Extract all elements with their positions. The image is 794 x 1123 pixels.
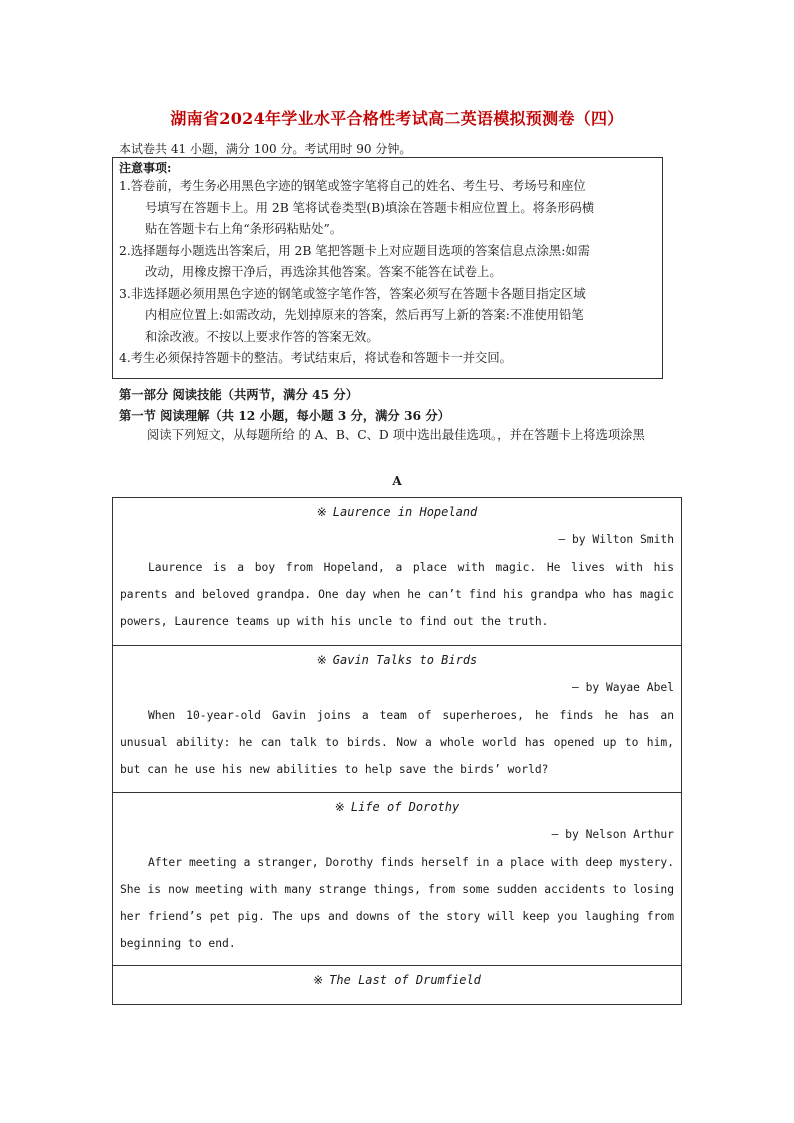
book-table bbox=[112, 497, 682, 1005]
section-heading: 第一节 阅读理解（共 12 小题，每小题 3 分，满分 36 分） bbox=[119, 408, 450, 423]
notice-item-3 bbox=[119, 284, 662, 349]
notice-item-4 bbox=[119, 348, 662, 370]
book-title-text: The Last of Drumfield bbox=[329, 973, 481, 987]
book-title bbox=[120, 647, 674, 674]
part-heading: 第一部分 阅读技能（共两节，满分 45 分） bbox=[119, 387, 359, 402]
notice-line: 号填写在答题卡上。用 2B 笔将试卷类型(B)填涂在答题卡相应位置上。将条形码横 bbox=[145, 200, 595, 215]
notice-box bbox=[112, 157, 663, 379]
book-entry bbox=[113, 498, 681, 646]
reference-mark-icon: ※ bbox=[313, 973, 324, 987]
notice-line: 1.答卷前，考生务必用黑色字迹的钢笔或签字笔将自己的姓名、考生号、考场号和座位 bbox=[119, 179, 586, 193]
book-description: After meeting a stranger, Dorothy finds herself in a place with deep mystery. She is now meeting with many strange things, from some sudden accidents to losing her friend’s pet pig. The ups and downs of the story will keep you laughing from beginning to end. bbox=[120, 855, 674, 951]
reference-mark-icon: ※ bbox=[316, 653, 327, 667]
book-author: — by Wayae Abel bbox=[571, 681, 674, 695]
exam-intro: 本试卷共 41 小题，满分 100 分。考试用时 90 分钟。 bbox=[119, 142, 412, 156]
book-title bbox=[120, 967, 674, 994]
book-author: — by Wilton Smith bbox=[558, 533, 674, 547]
notice-item-1 bbox=[119, 176, 662, 241]
book-title bbox=[120, 794, 674, 821]
book-description: When 10-year-old Gavin joins a team of superheroes, he finds he has an unusual ability: he can talk to birds. Now a whole world has opened up to him, but can he use his new abilities to help save the birds’ world? bbox=[120, 708, 674, 777]
book-description: Laurence is a boy from Hopeland, a place with magic. He lives with his parents and beloved grandpa. One day when he can’t find his grandpa who has magic powers, Laurence teams up with his uncle to find out the truth. bbox=[120, 560, 674, 629]
instructions: 阅读下列短文，从每题所给 的 A、B、C、D 项中选出最佳选项。，并在答题卡上将选项涂黑 bbox=[147, 428, 645, 442]
notice-line: 2.选择题每小题选出答案后，用 2B 笔把答题卡上对应题目选项的答案信息点涂黑:如需 bbox=[119, 243, 590, 258]
notice-line: 贴在答题卡右上角“条形码粘贴处”。 bbox=[145, 222, 343, 236]
book-entry bbox=[113, 793, 681, 966]
book-title-text: Life of Dorothy bbox=[350, 800, 460, 814]
notice-line: 内相应位置上:如需改动，先划掉原来的答案，然后再写上新的答案:不准使用铅笔 bbox=[145, 308, 584, 322]
notice-line: 4.考生必须保持答题卡的整洁。考试结束后，将试卷和答题卡一并交回。 bbox=[119, 351, 512, 365]
notice-line: 3.非选择题必须用黑色字迹的钢笔或签字笔作答，答案必须写在答题卡各题目指定区域 bbox=[119, 286, 586, 301]
passage-letter: A bbox=[392, 474, 402, 488]
book-entry bbox=[113, 966, 681, 1004]
notice-item-2 bbox=[119, 241, 662, 284]
book-title-text: Laurence in Hopeland bbox=[332, 505, 478, 519]
book-title-text: Gavin Talks to Birds bbox=[332, 653, 478, 667]
reference-mark-icon: ※ bbox=[316, 505, 327, 519]
book-author: — by Nelson Arthur bbox=[551, 828, 674, 842]
notice-heading: 注意事项: bbox=[119, 161, 172, 175]
book-entry bbox=[113, 646, 681, 793]
notice-line: 和涂改液。不按以上要求作答的答案无效。 bbox=[145, 329, 379, 344]
document-title: 湖南省2024年学业水平合格性考试高二英语模拟预测卷（四） bbox=[170, 109, 624, 128]
book-title bbox=[120, 499, 674, 526]
reference-mark-icon: ※ bbox=[334, 800, 345, 814]
notice-line: 改动，用橡皮擦干净后，再选涂其他答案。答案不能答在试卷上。 bbox=[145, 265, 502, 279]
